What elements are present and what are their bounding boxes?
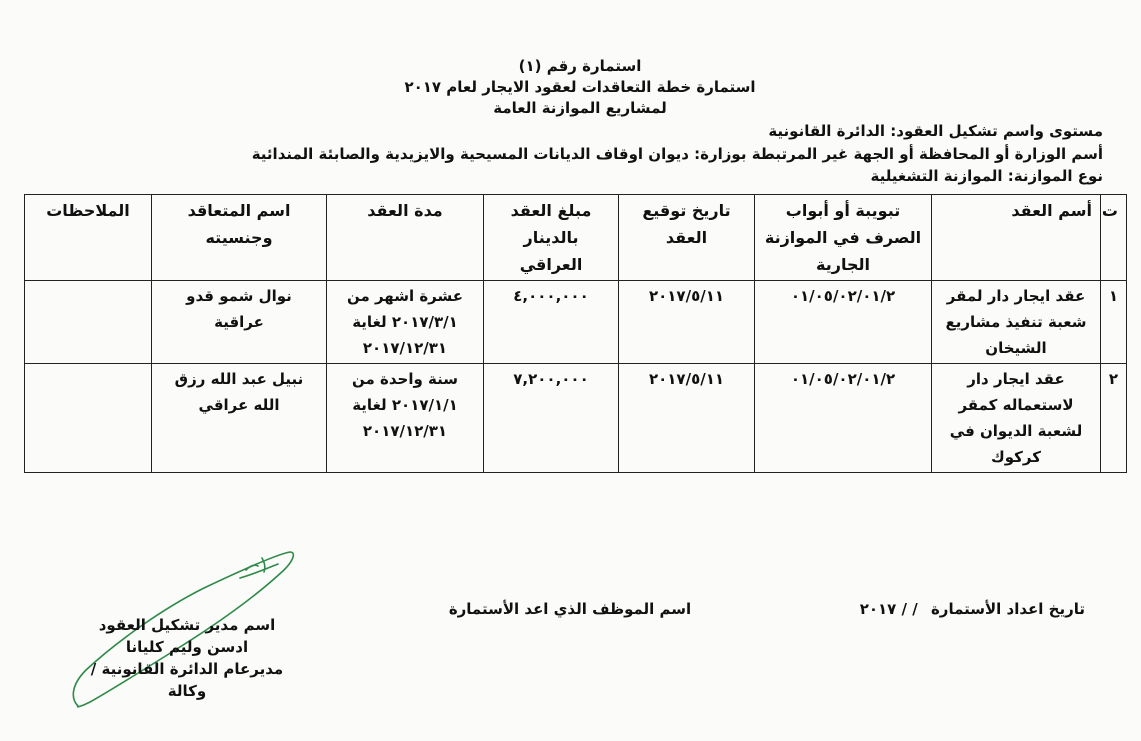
row-amount: ٤,٠٠٠,٠٠٠ [484, 281, 619, 364]
manager-name: ادسن وليم كليانا [125, 638, 249, 656]
row-notes [25, 364, 152, 473]
form-info [243, 120, 1103, 188]
ministry-line: أسم الوزارة أو المحافظة أو الجهة غير المرتبطة بوزارة: ديوان اوقاف الديانات المسيحية والايزيدية والصابئة المندائية [251, 144, 1103, 163]
header-sign-date: تاريخ توقيع العقد [619, 195, 755, 281]
header-classification: تبويبة أو أبواب الصرف في الموازنة الجارية [755, 195, 932, 281]
row-contractor: نبيل عبد الله رزق الله عراقي [152, 364, 327, 473]
row-sign-date: ٢٠١٧/٥/١١ [619, 281, 755, 364]
row-duration: سنة واحدة من ٢٠١٧/١/١ لغاية ٢٠١٧/١٢/٣١ [327, 364, 484, 473]
row-num: ٢ [1101, 364, 1127, 473]
header-contract-name: أسم العقد [932, 195, 1101, 281]
form-date [852, 600, 1085, 618]
form-date-value: / / ٢٠١٧ [859, 600, 918, 618]
row-contract-name: عقد ايجار دار لمقر شعبة تنفيذ مشاريع الشيخان [932, 281, 1101, 364]
row-sign-date: ٢٠١٧/٥/١١ [619, 364, 755, 473]
row-contractor: نوال شمو قدو عراقية [152, 281, 327, 364]
row-classification: ٠١/٠٥/٠٢/٠١/٢ [755, 364, 932, 473]
form-title: استمارة خطة التعاقدات لعقود الايجار لعام ٢٠١٧ [404, 78, 756, 96]
contracts-level-line: مستوى واسم تشكيل العقود: الدائرة القانونية [768, 122, 1103, 140]
table-row [25, 364, 1127, 473]
preparing-employee-label: اسم الموظف الذي اعد الأستمارة [448, 600, 692, 618]
form-date-label: تاريخ اعداد الأستمارة [930, 600, 1085, 618]
budget-type-line: نوع الموازنة: الموازنة التشغيلية [870, 167, 1103, 185]
row-notes [25, 281, 152, 364]
form-header [300, 56, 860, 119]
form-subtitle: لمشاريع الموازنة العامة [493, 99, 667, 117]
header-num: ت [1101, 195, 1127, 281]
row-classification: ٠١/٠٥/٠٢/٠١/٢ [755, 281, 932, 364]
table-header-row [25, 195, 1127, 281]
row-duration: عشرة اشهر من ٢٠١٧/٣/١ لغاية ٢٠١٧/١٢/٣١ [327, 281, 484, 364]
row-amount: ٧,٢٠٠,٠٠٠ [484, 364, 619, 473]
header-amount: مبلغ العقد بالدينار العراقي [484, 195, 619, 281]
row-num: ١ [1101, 281, 1127, 364]
row-contract-name: عقد ايجار دار لاستعماله كمقر لشعبة الديوان في كركوك [932, 364, 1101, 473]
header-notes: الملاحظات [25, 195, 152, 281]
manager-signature-block [72, 614, 302, 702]
manager-position: مديرعام الدائرة القانونية / وكالة [90, 660, 284, 700]
form-number: استمارة رقم (١) [518, 57, 642, 75]
header-duration: مدة العقد [327, 195, 484, 281]
contracts-table [24, 194, 1127, 473]
header-contractor: اسم المتعاقد وجنسيته [152, 195, 327, 281]
manager-title: اسم مدير تشكيل العقود [98, 616, 276, 634]
table-row [25, 281, 1127, 364]
